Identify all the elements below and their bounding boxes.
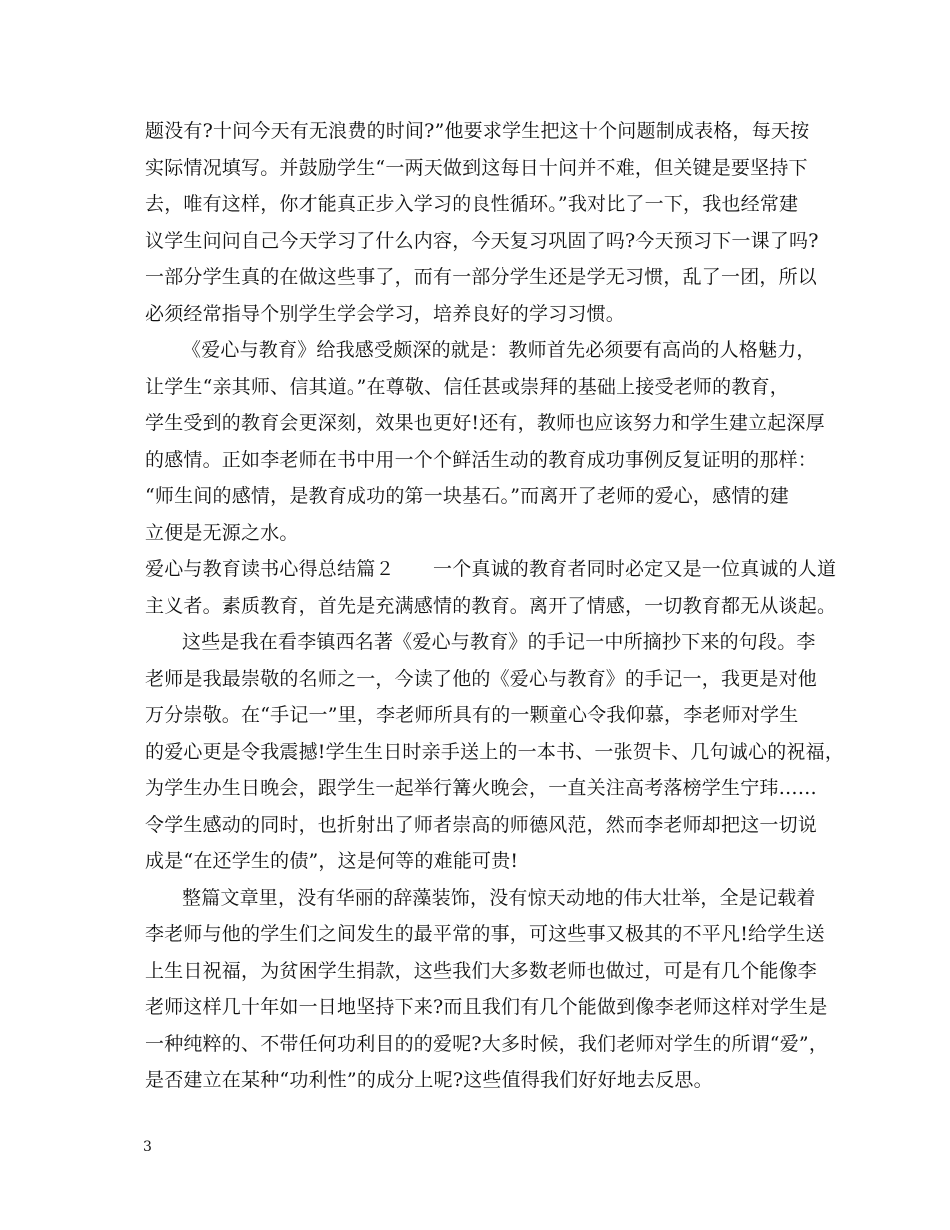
text-line: 让学生“亲其师、信其道。”在尊敬、信任甚或崇拜的基础上接受老师的教育， (145, 376, 789, 398)
text-line: 一种纯粹的、不带任何功利目的的爱呢?大多时候，我们老师对学生的所谓“爱”， (145, 1033, 829, 1055)
text-line: 成是“在还学生的债”，这是何等的难能可贵! (145, 850, 519, 872)
text-line: 议学生问问自己今天学习了什么内容，今天复习巩固了吗?今天预习下一课了吗? (145, 230, 819, 252)
text-line: 学生受到的教育会更深刻，效果也更好!还有，教师也应该努力和学生建立起深厚 (145, 412, 825, 434)
text-line: 主义者。素质教育，首先是充满感情的教育。离开了情感，一切教育都无从谈起。 (145, 595, 837, 617)
paragraph-first-line: 整篇文章里，没有华丽的辞藻装饰，没有惊天动地的伟大壮举，全是记载着 (182, 887, 816, 909)
text-line: 题没有?十问今天有无浪费的时间?”他要求学生把这十个问题制成表格，每天按 (145, 120, 810, 142)
text-line: 李老师与他的学生们之间发生的最平常的事，可这些事又极其的不平凡!给学生送 (145, 923, 825, 945)
text-line: “师生间的感情，是教育成功的第一块基石。”而离开了老师的爱心，感情的建 (145, 485, 789, 507)
text-line: 一部分学生真的在做这些事了，而有一部分学生还是学无习惯，乱了一团，所以 (145, 266, 818, 288)
text-line: 令学生感动的同时，也折射出了师者崇高的师德风范，然而李老师却把这一切说 (145, 814, 818, 836)
text-line: 实际情况填写。并鼓励学生“一两天做到这每日十问并不难，但关键是要坚持下 (145, 157, 808, 179)
paragraph-first-line: 《爱心与教育》给我感受颇深的就是：教师首先必须要有高尚的人格魅力， (182, 339, 816, 361)
text-line: 老师是我最崇敬的名师之一，今读了他的《爱心与教育》的手记一，我更是对他 (145, 668, 818, 690)
text-line: 万分崇敬。在“手记一”里，李老师所具有的一颗童心令我仰慕，李老师对学生 (145, 704, 799, 726)
text-line: 为学生办生日晚会，跟学生一起举行篝火晚会，一直关注高考落榜学生宁玮…… (145, 777, 818, 799)
text-line: 上生日祝福，为贫困学生捐款，这些我们大多数老师也做过，可是有几个能像李 (145, 960, 818, 982)
section-heading-line: 爱心与教育读书心得总结篇２ 一个真诚的教育者同时必定又是一位真诚的人道 (145, 558, 837, 580)
text-line: 的爱心更是令我震撼!学生生日时亲手送上的一本书、一张贺卡、几句诚心的祝福， (145, 741, 845, 763)
text-line: 是否建立在某种“功利性”的成分上呢?这些值得我们好好地去反思。 (145, 1069, 713, 1091)
text-line: 的感情。正如李老师在书中用一个个鲜活生动的教育成功事例反复证明的那样： (145, 449, 818, 471)
text-line: 老师这样几十年如一日地坚持下来?而且我们有几个能做到像李老师这样对学生是 (145, 996, 828, 1018)
text-line: 立便是无源之水。 (145, 522, 299, 544)
text-line: 去，唯有这样，你才能真正步入学习的良性循环。”我对比了一下，我也经常建 (145, 193, 799, 215)
page-number: 3 (143, 1139, 152, 1155)
paragraph-first-line: 这些是我在看李镇西名著《爱心与教育》的手记一中所摘抄下来的句段。李 (182, 631, 816, 653)
text-line: 必须经常指导个别学生学会学习，培养良好的学习习惯。 (145, 303, 626, 325)
